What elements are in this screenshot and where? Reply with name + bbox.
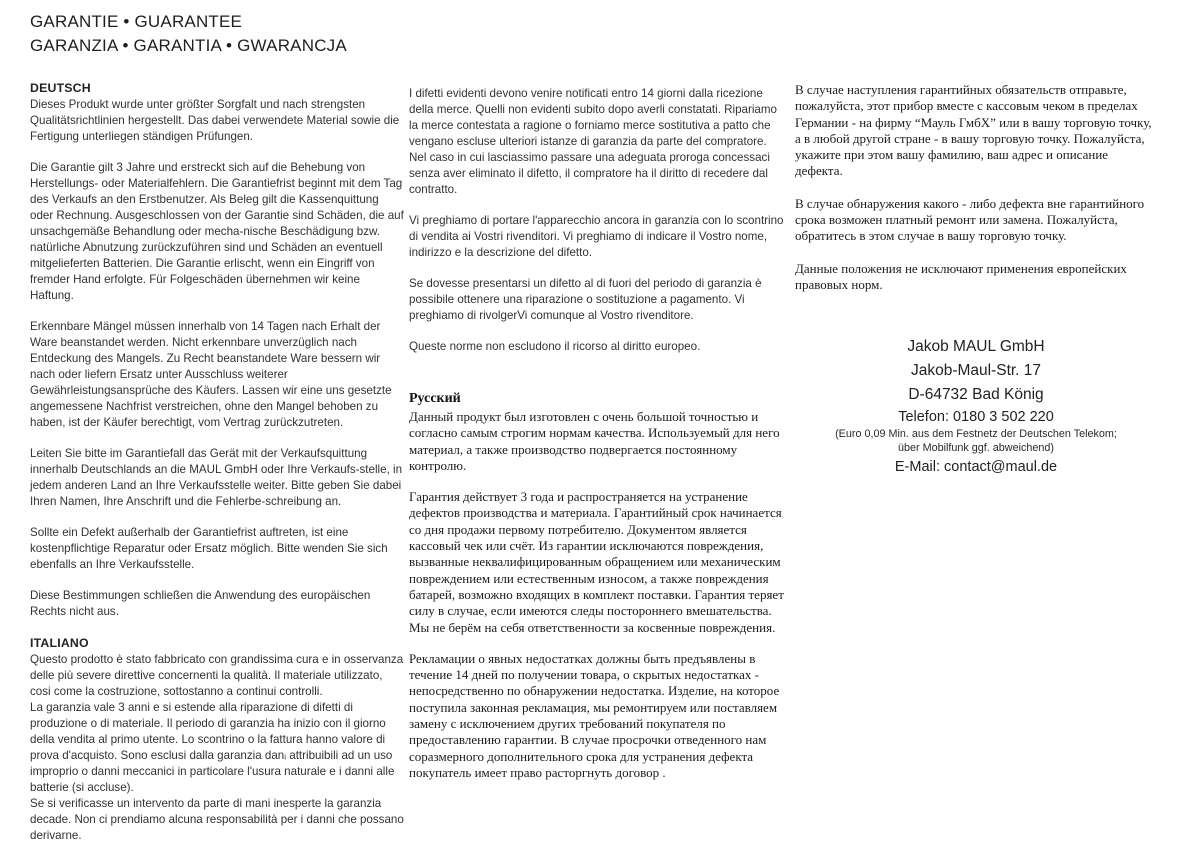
ru-paragraph: Данный продукт был изготовлен с очень большой точностью и согласно самым строгим нормам качества. Используемый для него материал, а также производство подвергается постоянному контролю. <box>409 409 780 473</box>
section-heading-deutsch: DEUTSCH <box>30 81 91 95</box>
ru-paragraph: В случае обнаружения какого - либо дефекта вне гарантийного срока возможен платный ремонт или замена. Пожалуйста, обратитесь в этом случае в вашу торговую точку. <box>795 195 1145 244</box>
contact-street: Jakob-Maul-Str. 17 <box>910 362 1042 380</box>
ru-paragraph: В случае наступления гарантийных обязательств отправьте, пожалуйста, этот прибор вместе с кассовым чеком в пределах Германии - на фирму “Мауль ГмбХ” или в вашу торговую точку, а в любой другой стране - в вашу торговую точку. Пожалуйста, укажите при этом вашу фамилию, ваш адрес и описание дефекта. <box>795 82 1152 179</box>
section-heading-italiano: ITALIANO <box>30 636 89 650</box>
ru-paragraph: Данные положения не исключают применения европейских правовых норм. <box>795 260 1127 292</box>
de-paragraph: Die Garantie gilt 3 Jahre und erstreckt sich auf die Behebung von Herstellungs- oder Materialfehlern. Die Garantiefrist beginnt mit dem Tag des Verkaufs an den Erstbenutzer. Als Beleg gilt die Kassenquittung oder Rechnung. Ausgeschlossen von der Garantie sind Schäden, die auf unsachgemäße Behandlung oder mecha-nische Beschädigung bzw. natürliche Abnutzung zurückzuführen sind und Schäden an eventuell mitgelieferten Batterien. Die Garantie erlischt, wenn ein Eingriff von fremder Hand erfolgte. Für Folgeschäden übernehmen wir keine Haftung. <box>30 161 404 302</box>
section-heading-russian: Русский <box>409 391 461 406</box>
it-paragraph: La garanzia vale 3 anni e si estende alla riparazione di difetti di produzione o di materiale. Il periodo di garanzia ha inizio con il giorno della vendita al primo utente. Lo scontrino o la fattura hanno valore di prova d'acquisto. Sono esclusi dalla garanzia danᵢ attribuibili ad un uso improprio o danni meccanici in particolare l'usura naturale e i danni alle batterie (si accluse). <box>30 701 395 794</box>
russian-block-right <box>795 82 1157 293</box>
contact-phone: Telefon: 0180 3 502 220 <box>898 409 1054 426</box>
it-paragraph: Se si verificasse un intervento da parte di mani inesperte la garanzia decade. Non ci prendiamo alcuna responsabilità per i danni che possano derivarne. <box>30 797 404 842</box>
page-title-line2: GARANZIA • GARANTIA • GWARANCJA <box>30 36 347 55</box>
ru-paragraph: Рекламации о явных недостатках должны быть предъявлены в течение 14 дней по получении товара, о скрытых недостатках - непосредственно по обнаружении недостатка. Изделие, на которое поступила законная рекламация, мы ремонтируем или поставляем замену с исключением других требований покупателя по предоставлению гарантии. В случае просрочки отведенного нам соразмерного дополнительного срока для устранения дефекта покупатель имеет право расторгнуть договор . <box>409 650 780 780</box>
contact-company: Jakob MAUL GmbH <box>907 338 1045 356</box>
de-paragraph: Sollte ein Defekt außerhalb der Garantiefrist auftreten, ist eine kostenpflichtige Reparatur oder Ersatz möglich. Bitte wenden Sie sich ebenfalls an Ihre Verkaufsstelle. <box>30 526 388 571</box>
de-paragraph: Diese Bestimmungen schließen die Anwendung des europäischen Rechts nicht aus. <box>30 589 371 618</box>
page-title <box>30 10 347 58</box>
it-paragraph: Questo prodotto è stato fabbricato con grandissima cura e in osservanza delle più severe direttive concernenti la qualità. Il materiale utilizzato, cosi come la costruzione, sottostanno a continui controlli. <box>30 653 404 698</box>
it-paragraph: Queste norme non escludono il ricorso al diritto europeo. <box>409 340 701 353</box>
de-paragraph: Dieses Produkt wurde unter größter Sorgfalt und nach strengsten Qualitätsrichtlinien hergestellt. Das dabei verwendete Material sowie die Fertigung unterliegen ständigen Prüfungen. <box>30 98 400 143</box>
contact-phone-note: (Euro 0,09 Min. aus dem Festnetz der Deutschen Telekom; über Mobilfunk ggf. abweichend) <box>835 428 1117 454</box>
page-title-line1: GARANTIE • GUARANTEE <box>30 12 243 31</box>
it-paragraph: Se dovesse presentarsi un difetto al di fuori del periodo di garanzia è possibile ottenere una riparazione o sostituzione a pagamento. Vi preghiamo di rivolgerVi comunque al Vostro rivenditore. <box>409 277 762 322</box>
russian-block-middle <box>409 409 787 781</box>
column-russian-contact <box>795 82 1157 477</box>
de-paragraph: Leiten Sie bitte im Garantiefall das Gerät mit der Verkaufsquittung innerhalb Deutschlands an die MAUL GmbH oder Ihre Verkaufs-stelle, in jedem anderen Land an Ihre Verkaufsstelle weiter. Bitte geben Sie dabei Ihren Namen, Ihre Anschrift und die Fehlerbe-schreibung an. <box>30 447 403 508</box>
column-italian-russian <box>409 86 787 796</box>
contact-block <box>795 335 1157 477</box>
contact-email: E-Mail: contact@maul.de <box>894 459 1058 476</box>
column-german-italian <box>30 80 405 844</box>
it-paragraph: I difetti evidenti devono venire notificati entro 14 giorni dalla ricezione della merce. Quelli non evidenti subito dopo averli constatati. Ripariamo la merce contestata a ragione o forniamo merce sostitutiva a patto che vengano escluse ulteriori istanze di garanzia da parte del compratore. Nel caso in cui lasciassimo passare una adeguata proroga concessaci senza aver eliminato il difetto, il compratore ha il diritto di recedere dal contratto. <box>409 87 777 196</box>
de-paragraph: Erkennbare Mängel müssen innerhalb von 14 Tagen nach Erhalt der Ware beanstandet werden. Nicht erkennbare unverzüglich nach Entdeckung des Mangels. Zu Recht beanstandete Ware bessern wir nach oder liefern Ersatz unter Ausschluss weiterer Gewährleistungsansprüche des Käufers. Lassen wir eine uns gesetzte angemessene Nachfrist verstreichen, ohne den Mangel behoben zu haben, ist der Käufer berechtigt, vom Vertrag zurückzutreten. <box>30 320 392 429</box>
it-paragraph: Vi preghiamo di portare l'apparecchio ancora in garanzia con lo scontrino di vendita ai Vostri rivenditori. Vi preghiamo di indicare il Vostro nome, indirizzo e la descrizione del difetto. <box>409 214 784 259</box>
contact-city: D-64732 Bad König <box>908 386 1044 404</box>
ru-paragraph: Гарантия действует 3 года и распространяется на устранение дефектов производства и материала. Гарантийный срок начинается со дня продажи первому потребителю. Документом является кассовый чек или счёт. Из гарантии исключаются повреждения, вызванные неквалифицированным обращением или механическим повреждением или естественным износом, а также повреждения батарей, возможно входящих в комплект поставки. Гарантия теряет силу в случае, если имеются следы постороннего вмешательства. Мы не берём на себя ответственности за косвенные повреждения. <box>409 489 784 635</box>
italian-continued-block <box>409 86 787 355</box>
